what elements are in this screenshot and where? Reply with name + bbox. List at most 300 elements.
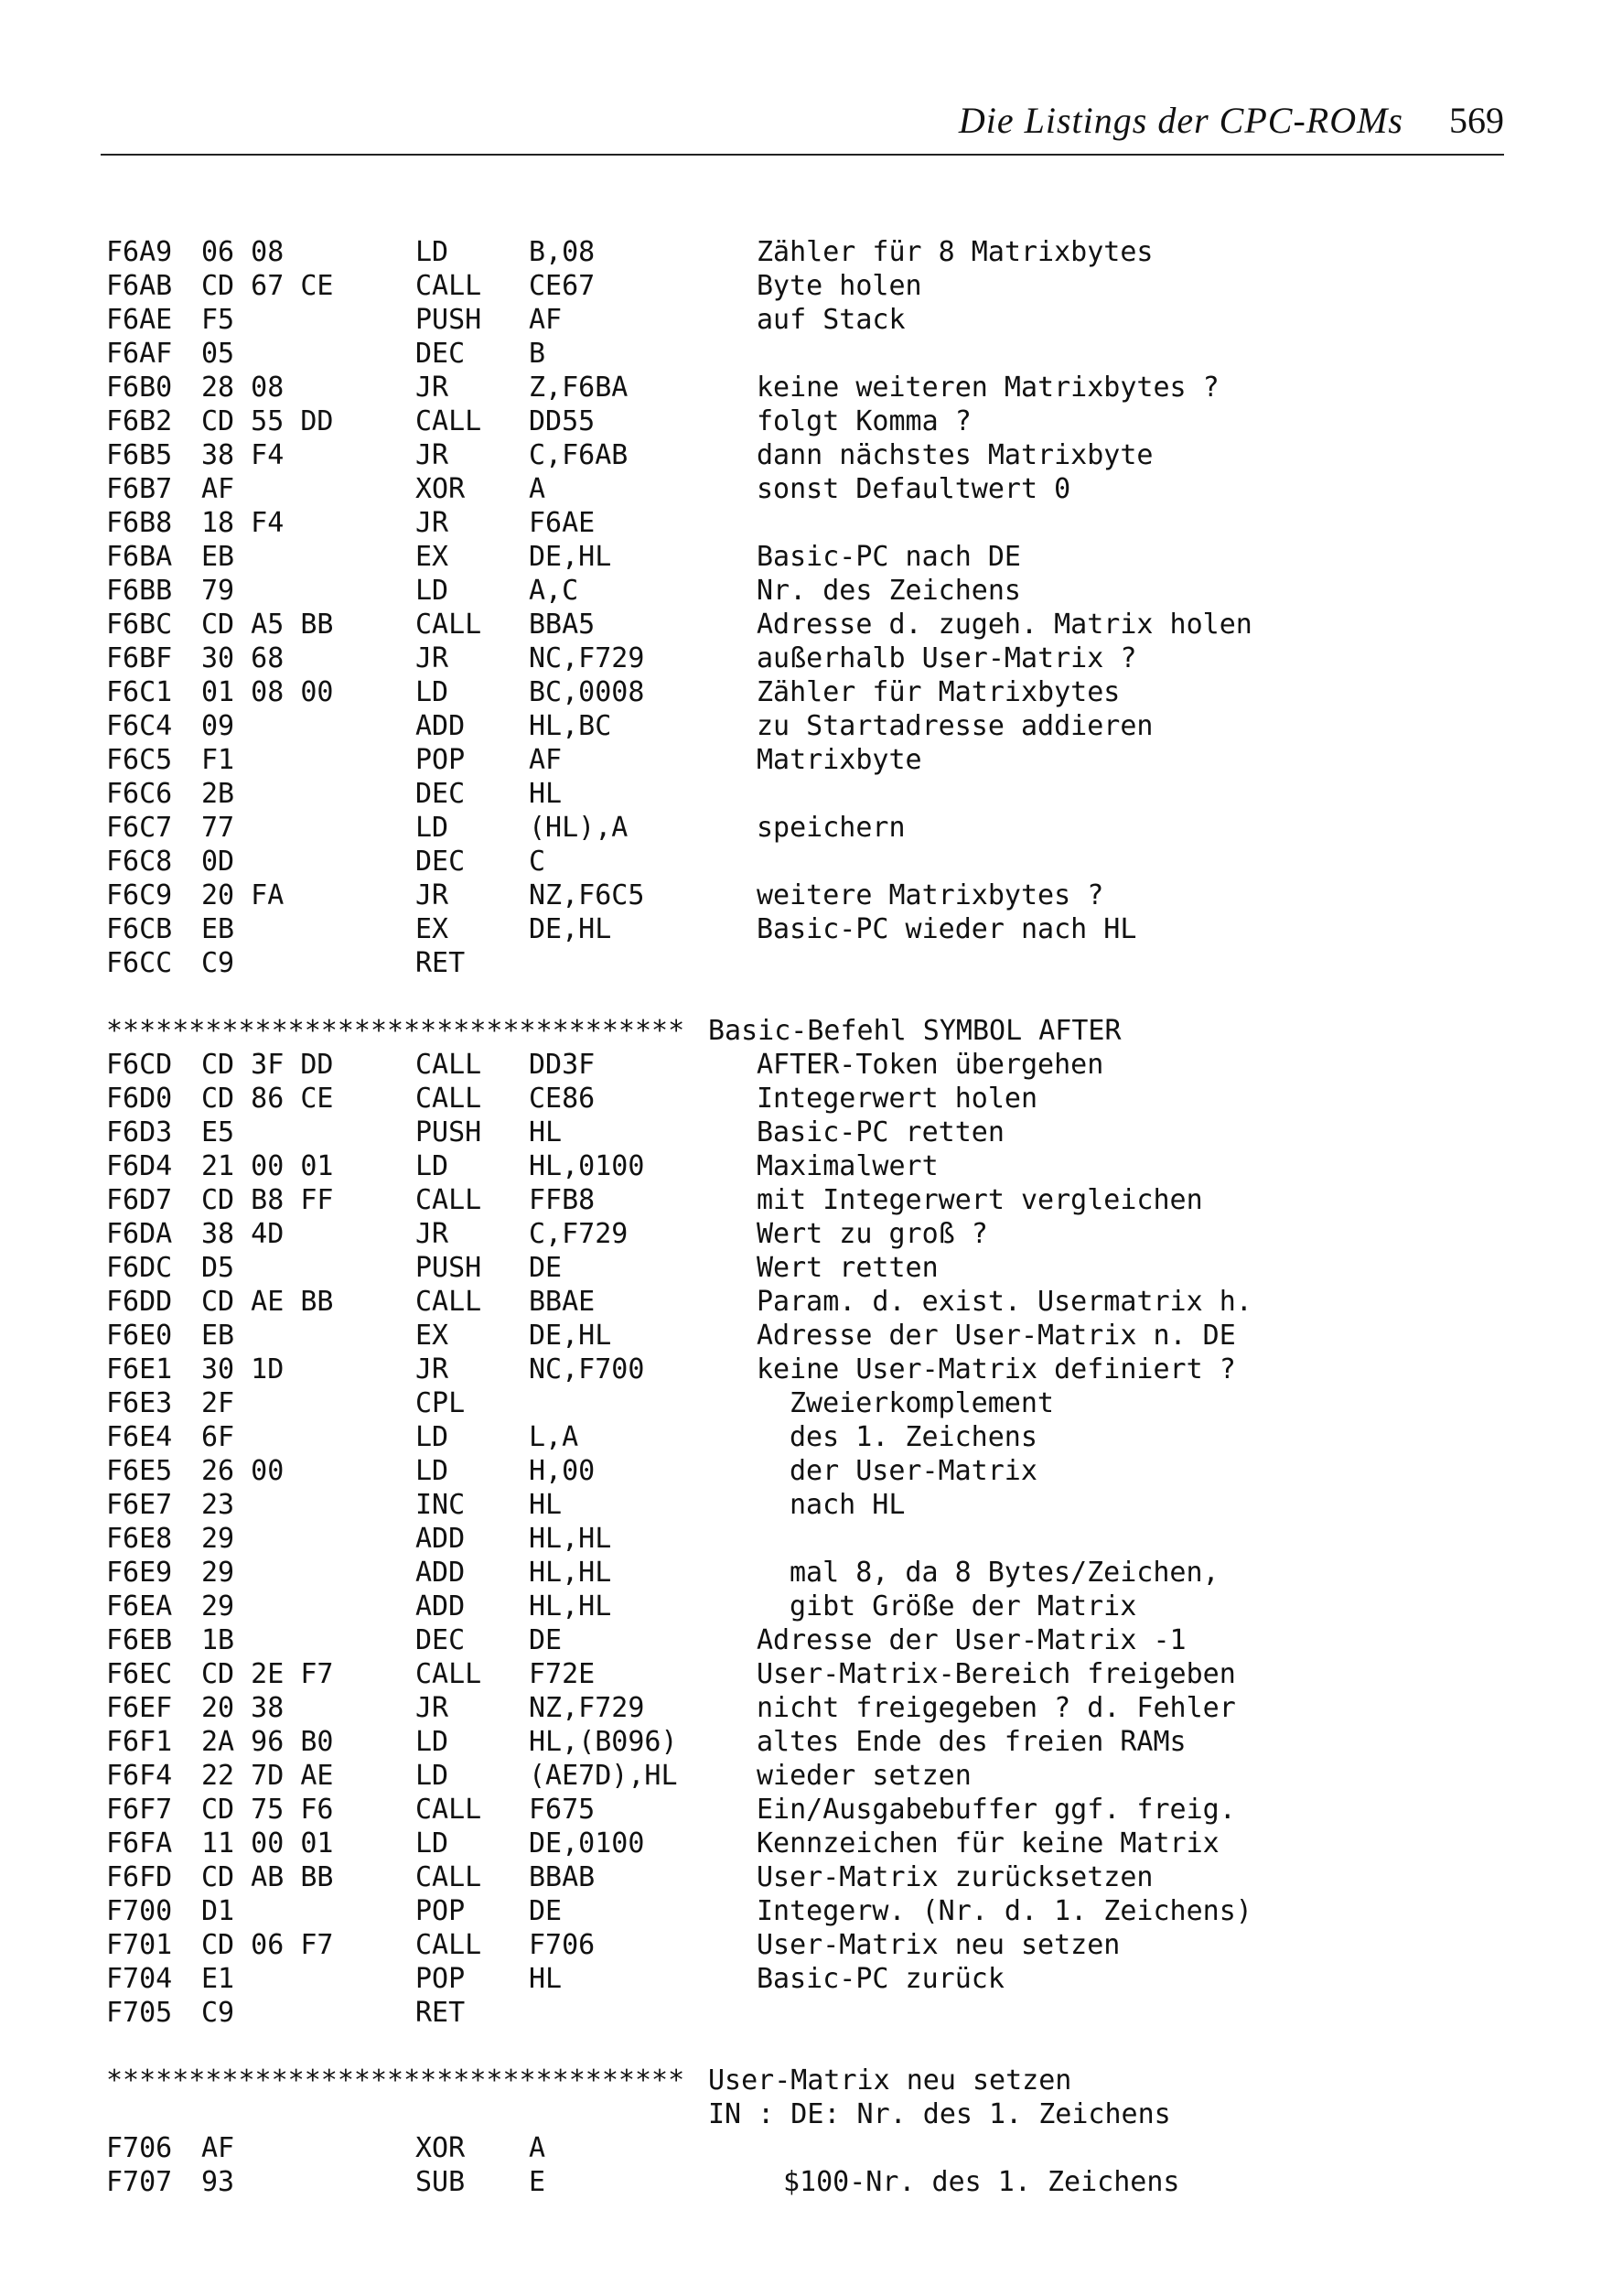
listing-line (106, 541, 1506, 575)
opcode-bytes: CD AE BB (201, 1286, 334, 1318)
opcode-bytes: CD 75 F6 (201, 1794, 334, 1826)
operand: HL,HL (529, 1523, 612, 1555)
comment: der User-Matrix (790, 1455, 1037, 1487)
mnemonic: INC (415, 1489, 466, 1521)
comment: Kennzeichen für keine Matrix (757, 1827, 1220, 1859)
operand: HL,HL (529, 1590, 612, 1622)
opcode-bytes: 20 38 (201, 1692, 285, 1724)
operand: FFB8 (529, 1184, 596, 1216)
operand: NC,F700 (529, 1353, 645, 1385)
comment: Integerwert holen (757, 1083, 1038, 1115)
mnemonic: CALL (415, 1049, 482, 1081)
operand: NC,F729 (529, 642, 645, 674)
mnemonic: PUSH (415, 1116, 482, 1148)
operand: HL (529, 1489, 563, 1521)
address: F6D4 (106, 1150, 173, 1182)
address: F6CC (106, 947, 173, 979)
address: F704 (106, 1963, 173, 1995)
operand: HL (529, 778, 563, 810)
opcode-bytes: D5 (201, 1252, 235, 1284)
mnemonic: JR (415, 642, 449, 674)
listing-line (106, 1624, 1506, 1658)
comment: AFTER-Token übergehen (757, 1049, 1104, 1081)
address: F6D7 (106, 1184, 173, 1216)
comment: Param. d. exist. Usermatrix h. (757, 1286, 1252, 1318)
comment: keine User-Matrix definiert ? (757, 1353, 1236, 1385)
mnemonic: LD (415, 1455, 449, 1487)
operand: BBAB (529, 1861, 596, 1893)
operand: (AE7D),HL (529, 1760, 678, 1792)
comment: mal 8, da 8 Bytes/Zeichen, (790, 1557, 1220, 1589)
mnemonic: CALL (415, 405, 482, 437)
mnemonic: CALL (415, 1929, 482, 1961)
listing-line (106, 609, 1506, 642)
mnemonic: DEC (415, 778, 466, 810)
comment: auf Stack (757, 304, 906, 336)
address: F6BA (106, 541, 173, 573)
address: F6EC (106, 1658, 173, 1690)
listing-line (106, 236, 1506, 270)
listing-line (106, 1658, 1506, 1692)
listing-line (106, 1692, 1506, 1726)
listing-line (106, 304, 1506, 338)
comment: Adresse der User-Matrix n. DE (757, 1320, 1236, 1352)
opcode-bytes: AF (201, 2132, 235, 2164)
section-subtitle-row (106, 2098, 1506, 2132)
mnemonic: EX (415, 1320, 449, 1352)
opcode-bytes: 20 FA (201, 879, 285, 911)
address: F6B7 (106, 473, 173, 505)
comment: Nr. des Zeichens (757, 575, 1021, 607)
section-header (106, 1015, 1506, 1049)
listing-line (106, 812, 1506, 846)
address: F6AF (106, 338, 173, 370)
operand: NZ,F6C5 (529, 879, 645, 911)
opcode-bytes: 79 (201, 575, 235, 607)
mnemonic: JR (415, 507, 449, 539)
listing-line (106, 642, 1506, 676)
separator-stars: *********************************** (106, 1015, 685, 1047)
spacer (106, 981, 1506, 1015)
mnemonic: RET (415, 947, 466, 979)
listing-line (106, 1353, 1506, 1387)
listing-line (106, 1861, 1506, 1895)
opcode-bytes: EB (201, 913, 235, 945)
operand: AF (529, 304, 563, 336)
listing-line (106, 1184, 1506, 1218)
opcode-bytes: 26 00 (201, 1455, 285, 1487)
comment: Basic-PC retten (757, 1116, 1005, 1148)
listing-line (106, 1083, 1506, 1116)
listing-line (106, 1726, 1506, 1760)
address: F6C8 (106, 846, 173, 878)
section-title: User-Matrix neu setzen (708, 2064, 1072, 2097)
opcode-bytes: 1B (201, 1624, 235, 1656)
mnemonic: LD (415, 812, 449, 844)
address: F6BC (106, 609, 173, 641)
address: F6E8 (106, 1523, 173, 1555)
mnemonic: XOR (415, 473, 466, 505)
mnemonic: DEC (415, 1624, 466, 1656)
operand: B (529, 338, 546, 370)
opcode-bytes: 22 7D AE (201, 1760, 334, 1792)
listing-line (106, 1049, 1506, 1083)
address: F6B8 (106, 507, 173, 539)
comment: zu Startadresse addieren (757, 710, 1154, 742)
address: F707 (106, 2166, 173, 2198)
comment: Zähler für Matrixbytes (757, 676, 1121, 708)
operand: DE,HL (529, 913, 612, 945)
mnemonic: JR (415, 1353, 449, 1385)
comment: $100-Nr. des 1. Zeichens (783, 2166, 1180, 2198)
opcode-bytes: 28 08 (201, 372, 285, 404)
address: F6DD (106, 1286, 173, 1318)
mnemonic: POP (415, 1895, 466, 1927)
listing-line (106, 1252, 1506, 1286)
mnemonic: JR (415, 372, 449, 404)
opcode-bytes: 09 (201, 710, 235, 742)
mnemonic: JR (415, 1218, 449, 1250)
opcode-bytes: EB (201, 541, 235, 573)
opcode-bytes: CD 55 DD (201, 405, 334, 437)
opcode-bytes: 30 68 (201, 642, 285, 674)
mnemonic: DEC (415, 846, 466, 878)
mnemonic: XOR (415, 2132, 466, 2164)
address: F6E4 (106, 1421, 173, 1453)
address: F6FA (106, 1827, 173, 1859)
listing-line (106, 473, 1506, 507)
comment: Matrixbyte (757, 744, 922, 776)
comment: Byte holen (757, 270, 922, 302)
operand: DE (529, 1624, 563, 1656)
address: F6EF (106, 1692, 173, 1724)
address: F6D3 (106, 1116, 173, 1148)
mnemonic: CALL (415, 1861, 482, 1893)
assembly-listing (106, 236, 1506, 2200)
operand: BBAE (529, 1286, 596, 1318)
listing-line (106, 1150, 1506, 1184)
listing-line (106, 1218, 1506, 1252)
opcode-bytes: 2F (201, 1387, 235, 1419)
opcode-bytes: 77 (201, 812, 235, 844)
operand: F706 (529, 1929, 596, 1961)
address: F6C4 (106, 710, 173, 742)
comment: keine weiteren Matrixbytes ? (757, 372, 1220, 404)
comment: Adresse d. zugeh. Matrix holen (757, 609, 1252, 641)
mnemonic: CPL (415, 1387, 466, 1419)
mnemonic: LD (415, 676, 449, 708)
section-title: Basic-Befehl SYMBOL AFTER (708, 1015, 1122, 1047)
operand: A,C (529, 575, 579, 607)
opcode-bytes: 93 (201, 2166, 235, 2198)
comment: Zweierkomplement (790, 1387, 1054, 1419)
operand: DE,0100 (529, 1827, 645, 1859)
listing-line (106, 2132, 1506, 2166)
mnemonic: CALL (415, 609, 482, 641)
listing-line (106, 1421, 1506, 1455)
operand: CE86 (529, 1083, 596, 1115)
opcode-bytes: CD 3F DD (201, 1049, 334, 1081)
mnemonic: PUSH (415, 1252, 482, 1284)
address: F6E5 (106, 1455, 173, 1487)
operand: (HL),A (529, 812, 629, 844)
operand: C (529, 846, 546, 878)
listing-line (106, 879, 1506, 913)
listing-line (106, 1523, 1506, 1557)
opcode-bytes: 06 08 (201, 236, 285, 268)
listing-line (106, 1997, 1506, 2031)
comment: Basic-PC nach DE (757, 541, 1021, 573)
operand: DE (529, 1895, 563, 1927)
operand: HL,(B096) (529, 1726, 678, 1758)
listing-line (106, 1286, 1506, 1320)
operand: DE (529, 1252, 563, 1284)
operand: A (529, 473, 546, 505)
opcode-bytes: E1 (201, 1963, 235, 1995)
listing-line (106, 710, 1506, 744)
operand: HL (529, 1963, 563, 1995)
listing-line (106, 2166, 1506, 2200)
address: F6DC (106, 1252, 173, 1284)
operand: C,F729 (529, 1218, 629, 1250)
opcode-bytes: 0D (201, 846, 235, 878)
opcode-bytes: 23 (201, 1489, 235, 1521)
comment: Adresse der User-Matrix -1 (757, 1624, 1187, 1656)
operand: HL,0100 (529, 1150, 645, 1182)
operand: E (529, 2166, 546, 2198)
comment: dann nächstes Matrixbyte (757, 439, 1154, 471)
listing-block-2 (106, 1049, 1506, 2031)
comment: Maximalwert (757, 1150, 939, 1182)
operand: DD3F (529, 1049, 596, 1081)
address: F6D0 (106, 1083, 173, 1115)
address: F6C5 (106, 744, 173, 776)
address: F6CB (106, 913, 173, 945)
listing-line (106, 1590, 1506, 1624)
address: F6B2 (106, 405, 173, 437)
listing-line (106, 338, 1506, 372)
opcode-bytes: CD AB BB (201, 1861, 334, 1893)
address: F6DA (106, 1218, 173, 1250)
mnemonic: LD (415, 1760, 449, 1792)
opcode-bytes: D1 (201, 1895, 235, 1927)
comment: sonst Defaultwert 0 (757, 473, 1071, 505)
opcode-bytes: CD A5 BB (201, 609, 334, 641)
mnemonic: ADD (415, 1523, 466, 1555)
operand: DE,HL (529, 1320, 612, 1352)
opcode-bytes: 29 (201, 1523, 235, 1555)
comment: des 1. Zeichens (790, 1421, 1037, 1453)
operand: F72E (529, 1658, 596, 1690)
address: F6FD (106, 1861, 173, 1893)
mnemonic: DEC (415, 338, 466, 370)
listing-line (106, 507, 1506, 541)
address: F6E9 (106, 1557, 173, 1589)
address: F6B5 (106, 439, 173, 471)
separator-stars: *********************************** (106, 2064, 685, 2097)
opcode-bytes: 05 (201, 338, 235, 370)
listing-line (106, 676, 1506, 710)
operand: DE,HL (529, 541, 612, 573)
opcode-bytes: CD 67 CE (201, 270, 334, 302)
comment: Ein/Ausgabebuffer ggf. freig. (757, 1794, 1236, 1826)
address: F6A9 (106, 236, 173, 268)
running-title: Die Listings der CPC-ROMs (958, 100, 1403, 141)
mnemonic: ADD (415, 710, 466, 742)
address: F6C9 (106, 879, 173, 911)
listing-line (106, 947, 1506, 981)
mnemonic: JR (415, 439, 449, 471)
opcode-bytes: AF (201, 473, 235, 505)
listing-line (106, 1895, 1506, 1929)
mnemonic: JR (415, 879, 449, 911)
mnemonic: RET (415, 1997, 466, 2029)
comment: altes Ende des freien RAMs (757, 1726, 1187, 1758)
operand: B,08 (529, 236, 596, 268)
comment: speichern (757, 812, 906, 844)
address: F6E7 (106, 1489, 173, 1521)
address: F6B0 (106, 372, 173, 404)
operand: F6AE (529, 507, 596, 539)
comment: User-Matrix-Bereich freigeben (757, 1658, 1236, 1690)
listing-line (106, 1794, 1506, 1827)
opcode-bytes: 21 00 01 (201, 1150, 334, 1182)
address: F6C6 (106, 778, 173, 810)
opcode-bytes: CD 2E F7 (201, 1658, 334, 1690)
listing-line (106, 1929, 1506, 1963)
mnemonic: CALL (415, 1083, 482, 1115)
page-number: 569 (1449, 100, 1504, 141)
mnemonic: POP (415, 1963, 466, 1995)
operand: AF (529, 744, 563, 776)
opcode-bytes: 29 (201, 1590, 235, 1622)
operand: L,A (529, 1421, 579, 1453)
comment: mit Integerwert vergleichen (757, 1184, 1203, 1216)
address: F6C1 (106, 676, 173, 708)
mnemonic: LD (415, 1150, 449, 1182)
mnemonic: CALL (415, 1658, 482, 1690)
opcode-bytes: 6F (201, 1421, 235, 1453)
operand: BC,0008 (529, 676, 645, 708)
comment: Zähler für 8 Matrixbytes (757, 236, 1154, 268)
listing-line (106, 270, 1506, 304)
opcode-bytes: F5 (201, 304, 235, 336)
address: F6EA (106, 1590, 173, 1622)
listing-block-3 (106, 2132, 1506, 2200)
address: F6F1 (106, 1726, 173, 1758)
address: F6E1 (106, 1353, 173, 1385)
comment: nicht freigegeben ? d. Fehler (757, 1692, 1236, 1724)
operand: H,00 (529, 1455, 596, 1487)
opcode-bytes: 29 (201, 1557, 235, 1589)
mnemonic: SUB (415, 2166, 466, 2198)
listing-line (106, 1827, 1506, 1861)
listing-line (106, 1760, 1506, 1794)
mnemonic: EX (415, 913, 449, 945)
listing-block-1 (106, 236, 1506, 981)
opcode-bytes: C9 (201, 1997, 235, 2029)
comment: Integerw. (Nr. d. 1. Zeichens) (757, 1895, 1252, 1927)
listing-line (106, 1963, 1506, 1997)
comment: User-Matrix zurücksetzen (757, 1861, 1154, 1893)
comment: folgt Komma ? (757, 405, 972, 437)
mnemonic: PUSH (415, 304, 482, 336)
section-header (106, 2064, 1506, 2098)
comment: User-Matrix neu setzen (757, 1929, 1121, 1961)
opcode-bytes: 38 F4 (201, 439, 285, 471)
address: F705 (106, 1997, 173, 2029)
opcode-bytes: 01 08 00 (201, 676, 334, 708)
operand: C,F6AB (529, 439, 629, 471)
address: F701 (106, 1929, 173, 1961)
listing-line (106, 405, 1506, 439)
listing-line (106, 1557, 1506, 1590)
address: F700 (106, 1895, 173, 1927)
mnemonic: CALL (415, 1286, 482, 1318)
mnemonic: LD (415, 575, 449, 607)
opcode-bytes: 11 00 01 (201, 1827, 334, 1859)
opcode-bytes: CD 06 F7 (201, 1929, 334, 1961)
page-header (101, 99, 1504, 156)
opcode-bytes: 38 4D (201, 1218, 285, 1250)
comment: wieder setzen (757, 1760, 972, 1792)
opcode-bytes: 2A 96 B0 (201, 1726, 334, 1758)
operand: CE67 (529, 270, 596, 302)
opcode-bytes: CD B8 FF (201, 1184, 334, 1216)
mnemonic: POP (415, 744, 466, 776)
address: F6BB (106, 575, 173, 607)
mnemonic: CALL (415, 1184, 482, 1216)
opcode-bytes: CD 86 CE (201, 1083, 334, 1115)
operand: A (529, 2132, 546, 2164)
listing-line (106, 913, 1506, 947)
spacer (106, 2031, 1506, 2064)
mnemonic: LD (415, 1421, 449, 1453)
operand: HL,HL (529, 1557, 612, 1589)
mnemonic: JR (415, 1692, 449, 1724)
comment: weitere Matrixbytes ? (757, 879, 1104, 911)
address: F6AB (106, 270, 173, 302)
mnemonic: CALL (415, 1794, 482, 1826)
operand: HL (529, 1116, 563, 1148)
address: F6F7 (106, 1794, 173, 1826)
listing-line (106, 744, 1506, 778)
mnemonic: ADD (415, 1557, 466, 1589)
mnemonic: LD (415, 1726, 449, 1758)
opcode-bytes: EB (201, 1320, 235, 1352)
listing-line (106, 372, 1506, 405)
operand: NZ,F729 (529, 1692, 645, 1724)
mnemonic: LD (415, 1827, 449, 1859)
comment: außerhalb User-Matrix ? (757, 642, 1137, 674)
opcode-bytes: 2B (201, 778, 235, 810)
comment: Wert retten (757, 1252, 939, 1284)
address: F6F4 (106, 1760, 173, 1792)
address: F6AE (106, 304, 173, 336)
opcode-bytes: 18 F4 (201, 507, 285, 539)
comment: nach HL (790, 1489, 906, 1521)
opcode-bytes: F1 (201, 744, 235, 776)
operand: HL,BC (529, 710, 612, 742)
listing-line (106, 846, 1506, 879)
listing-line (106, 778, 1506, 812)
address: F6C7 (106, 812, 173, 844)
operand: BBA5 (529, 609, 596, 641)
comment: Basic-PC wieder nach HL (757, 913, 1137, 945)
mnemonic: LD (415, 236, 449, 268)
mnemonic: CALL (415, 270, 482, 302)
opcode-bytes: C9 (201, 947, 235, 979)
